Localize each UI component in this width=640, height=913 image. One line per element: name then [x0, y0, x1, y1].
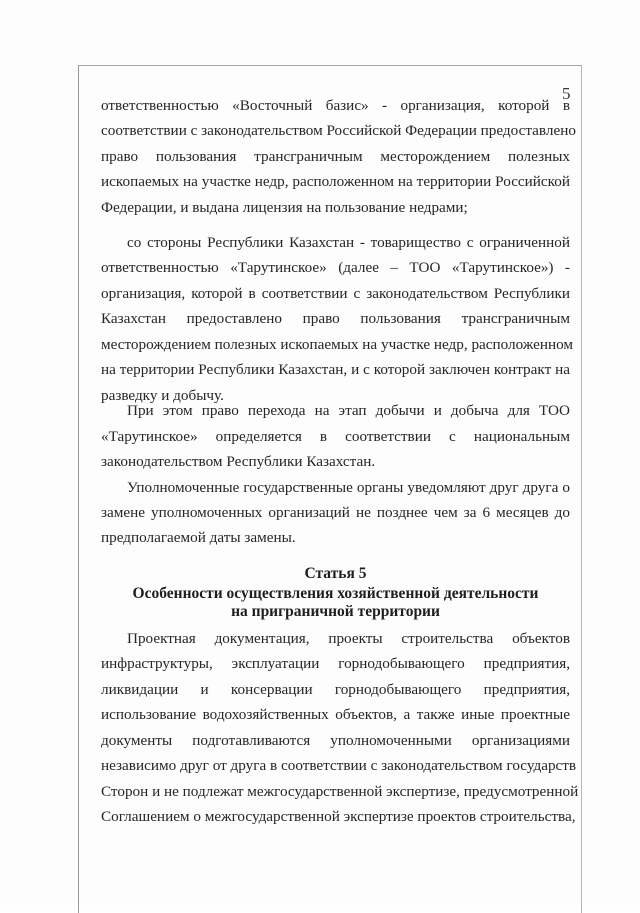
- article-number: Статья 5: [304, 565, 367, 582]
- paragraph-line: ответственностью «Восточный базис» - организация, которой в: [101, 97, 570, 114]
- paragraph-line: «Тарутинское» определяется в соответствии с национальным: [101, 428, 570, 445]
- paragraph-line: При этом право перехода на этап добычи и добыча для ТОО: [127, 402, 570, 419]
- paragraph-line: ответственностью «Тарутинское» (далее – ТОО «Тарутинское») -: [101, 259, 570, 276]
- paragraph-line: месторождением полезных ископаемых на участке недр, расположенном: [101, 336, 574, 353]
- paragraph-line: соответствии с законодательством Российской Федерации предоставлено: [101, 122, 576, 139]
- article-title-line-2: на приграничной территории: [231, 603, 440, 620]
- paragraph-line: разведку и добычу.: [101, 387, 224, 404]
- paragraph-line: законодательством Республики Казахстан.: [101, 453, 376, 470]
- paragraph-line: ликвидации и консервации горнодобывающего предприятия,: [101, 681, 570, 698]
- paragraph-line: Федерации, и выдана лицензия на пользование недрами;: [101, 199, 468, 216]
- paragraph-line: Сторон и не подлежат межгосударственной экспертизе, предусмотренной: [101, 783, 579, 800]
- paragraph-line: документы подготавливаются уполномоченными организациями: [101, 732, 570, 749]
- paragraph-line: ископаемых на участке недр, расположенном на территории Российской: [101, 173, 570, 190]
- paragraph-line: предполагаемой даты замены.: [101, 529, 296, 546]
- paragraph-line: использование водохозяйственных объектов, а также иные проектные: [101, 706, 570, 723]
- paragraph-line: Уполномоченные государственные органы уведомляют друг друга о: [127, 479, 570, 496]
- paragraph-line: Проектная документация, проекты строительства объектов: [127, 630, 570, 647]
- paragraph-line: на территории Республики Казахстан, и с которой заключен контракт на: [101, 361, 570, 378]
- paragraph-line: право пользования трансграничным месторождением полезных: [101, 148, 570, 165]
- paragraph-line: организация, которой в соответствии с законодательством Республики: [101, 285, 570, 302]
- paragraph-line: Соглашением о межгосударственной экспертизе проектов строительства,: [101, 808, 576, 825]
- paragraph-line: инфраструктуры, эксплуатации горнодобывающего предприятия,: [101, 655, 570, 672]
- paragraph-line: замене уполномоченных организаций не позднее чем за 6 месяцев до: [101, 504, 570, 521]
- page-number: 5: [562, 84, 571, 103]
- article-title-line-1: Особенности осуществления хозяйственной деятельности: [132, 585, 539, 602]
- paragraph-line: со стороны Республики Казахстан - товарищество с ограниченной: [127, 234, 570, 251]
- paragraph-line: Казахстан предоставлено право пользования трансграничным: [101, 310, 570, 327]
- paragraph-line: независимо друг от друга в соответствии с законодательством государств: [101, 757, 577, 774]
